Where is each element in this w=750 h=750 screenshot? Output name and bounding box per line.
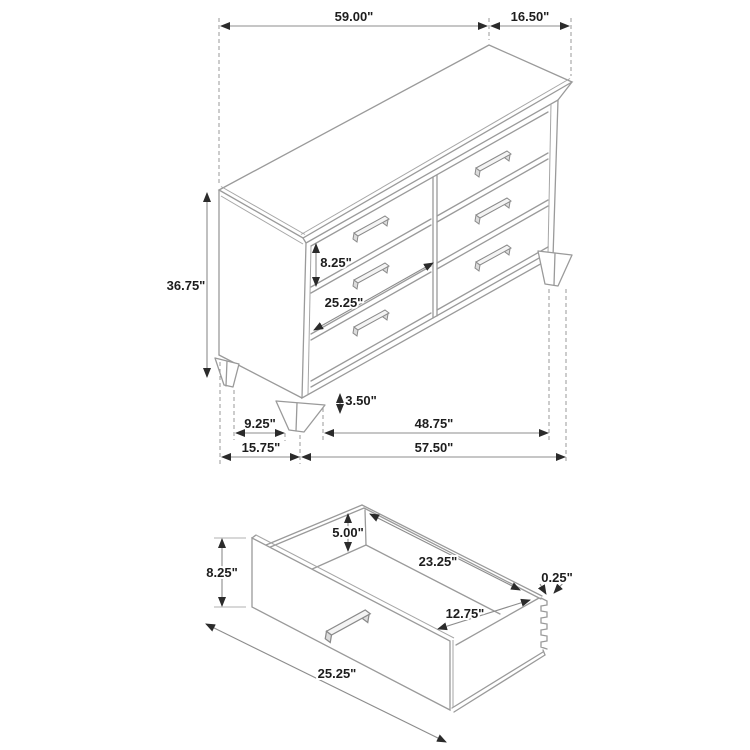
dovetail-joint-edge — [541, 598, 547, 649]
dim-dresser-front-width-label: 57.50" — [414, 440, 454, 455]
dim-dresser-leg-height-label: 3.50" — [345, 393, 377, 408]
dim-dresser-drawer-height-label: 8.25" — [320, 255, 352, 270]
dim-dresser-height-label: 36.75" — [166, 278, 206, 293]
dim-drawer-front-width-label: 25.25" — [317, 666, 357, 681]
dim-dresser-side-leg-spacing-label: 9.25" — [244, 416, 276, 431]
dim-dresser-front-leg-spacing-label: 48.75" — [414, 416, 454, 431]
dim-drawer-inner-height-label: 5.00" — [332, 525, 364, 540]
dim-dresser-side-depth-label: 15.75" — [241, 440, 281, 455]
dim-dresser-top-depth-label: 16.50" — [510, 9, 550, 24]
dim-dresser-top-width-label: 59.00" — [334, 9, 374, 24]
dim-drawer-inner-depth-label: 12.75" — [445, 606, 485, 621]
dim-drawer-front-height-label: 8.25" — [206, 565, 238, 580]
dim-dresser-drawer-width-label: 25.25" — [324, 295, 364, 310]
dim-drawer-inner-width-label: 23.25" — [418, 554, 458, 569]
dim-drawer-side-thickness-label: 0.25" — [541, 570, 573, 585]
